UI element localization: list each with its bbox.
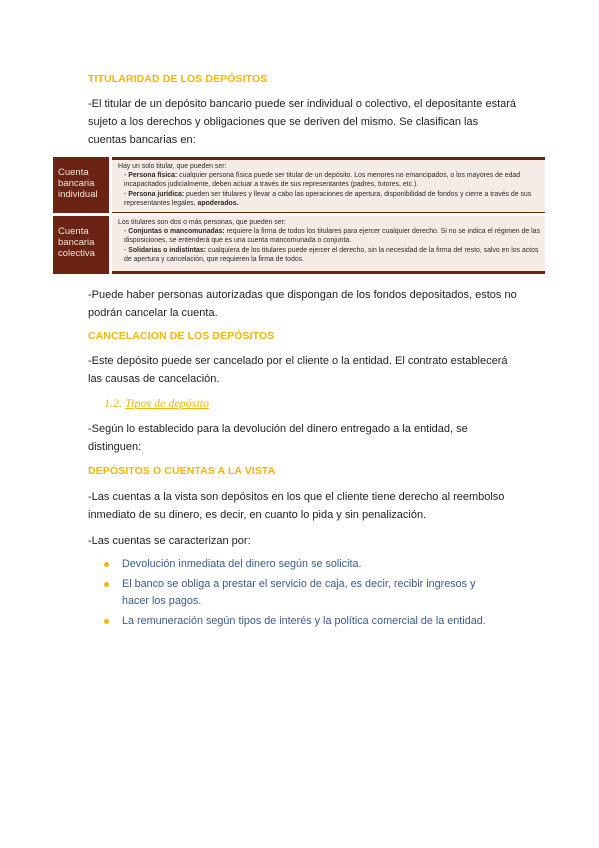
paragraph-titular: -El titular de un depósito bancario puede ser individual o colectivo, el depositante estará sujeto a los derechos y obligaciones que se deriven del mismo. Se clasifican las cuentas bancarias en:	[88, 98, 517, 146]
paragraph-distinguen: -Según lo establecido para la devolución del dinero entregado a la entidad, se distinguen:	[88, 423, 468, 453]
table-label-individual: Cuenta bancaria individual	[53, 157, 109, 213]
characteristics-list	[102, 556, 502, 632]
paragraph-vista: -Las cuentas a la vista son depósitos en los que el cliente tiene derecho al reembolso inmediato de su dinero, es decir, en cuanto lo pida y sin penalización.	[88, 491, 505, 521]
table-item-text: cualquiera de los titulares puede ejercer el derecho, sin la necesidad de la firma del resto, salvo en los actos de apertura y cancelación, que requieren la firma de todos.	[124, 246, 539, 263]
subsection-number: 1.2.	[104, 396, 122, 410]
section-heading-vista: DEPÓSITOS O CUENTAS A LA VISTA	[88, 465, 276, 477]
section-heading-titularidad: TITULARIDAD DE LOS DEPÓSITOS	[88, 73, 268, 85]
table-item-term: Conjuntas o mancomunadas:	[128, 228, 225, 236]
table-item-term: apoderados.	[197, 199, 239, 207]
bullet-icon	[104, 582, 109, 587]
table-item: - Persona jurídica: pueden ser titulares y llevar a cabo las operaciones de apertura, disponibilidad de fondos y cierre a través de sus representantes legales, apoderados.	[124, 190, 532, 207]
table-item: - Persona física: cualquier persona física puede ser titular de un depósito. Los menores no emancipados, o los mayores de edad incapacitados judicialmente, deben actuar a través de sus representantes (padres, tutores, etc.).	[124, 172, 521, 189]
paragraph-autorizadas: -Puede haber personas autorizadas que dispongan de los fondos depositados, estos no podrán cancelar la cuenta.	[88, 289, 517, 319]
subsection-title-text: Tipos de depósito	[125, 396, 210, 410]
list-item	[102, 613, 502, 631]
list-item	[102, 576, 502, 611]
list-item-text: Devolución inmediata del dinero según se solicita.	[122, 558, 362, 570]
table-item-text: pueden ser titulares y llevar a cabo las operaciones de apertura, disponibilidad de fondos y cierre a través de sus representantes legales,	[124, 190, 532, 207]
table-item-term: Persona jurídica:	[128, 190, 185, 198]
paragraph-caracterizan: -Las cuentas se caracterizan por:	[88, 535, 251, 547]
table-item-term: Persona física:	[128, 172, 178, 180]
table-row-individual	[53, 157, 545, 213]
table-label-colectiva: Cuenta bancaria colectiva	[53, 216, 109, 274]
table-item: - Solidarias o indistintas: cualquiera de los titulares puede ejercer el derecho, sin la necesidad de la firma del resto, salvo en los actos de apertura y cancelación, que requieren la firma de todos.	[124, 246, 539, 263]
list-item-text: La remuneración según tipos de interés y la política comercial de la entidad.	[122, 614, 486, 627]
table-cell-colectiva	[112, 216, 545, 274]
table-cell-intro: Hay un solo titular, que pueden ser:	[118, 163, 227, 170]
list-item	[102, 556, 502, 574]
bullet-icon	[104, 619, 109, 624]
table-cell-intro: Los titulares son dos o más personas, que pueden ser:	[118, 219, 286, 226]
table-item-text: requiere la firma de todos los titulares para ejercer cualquier derecho. Si no se indica el régimen de las disposiciones, se entenderá que es una cuenta mancomunada o conjunta.	[124, 228, 540, 245]
account-types-table	[53, 157, 545, 274]
table-item-text: cualquier persona física puede ser titular de un depósito. Los menores no emancipados, o los mayores de edad incapacitados judicialmente, deben actuar a través de sus representantes (padres, tutores, etc.).	[124, 172, 521, 189]
list-item-text: El banco se obliga a prestar el servicio de caja, es decir, recibir ingresos y hacer los pagos.	[122, 577, 476, 607]
table-row-colectiva	[53, 216, 545, 274]
table-item: - Conjuntas o mancomunadas: requiere la firma de todos los titulares para ejercer cualquier derecho. Si no se indica el régimen de las disposiciones, se entenderá que es una cuenta mancomunada o conjunta.	[124, 228, 540, 245]
subsection-title	[104, 396, 209, 411]
paragraph-cancelacion: -Este depósito puede ser cancelado por el cliente o la entidad. El contrato establecerá las causas de cancelación.	[88, 355, 508, 385]
bullet-icon	[104, 562, 109, 567]
section-heading-cancelacion: CANCELACION DE LOS DEPÓSITOS	[88, 330, 275, 342]
table-item-term: Solidarias o indistintas:	[128, 246, 206, 254]
table-cell-individual	[112, 157, 545, 213]
